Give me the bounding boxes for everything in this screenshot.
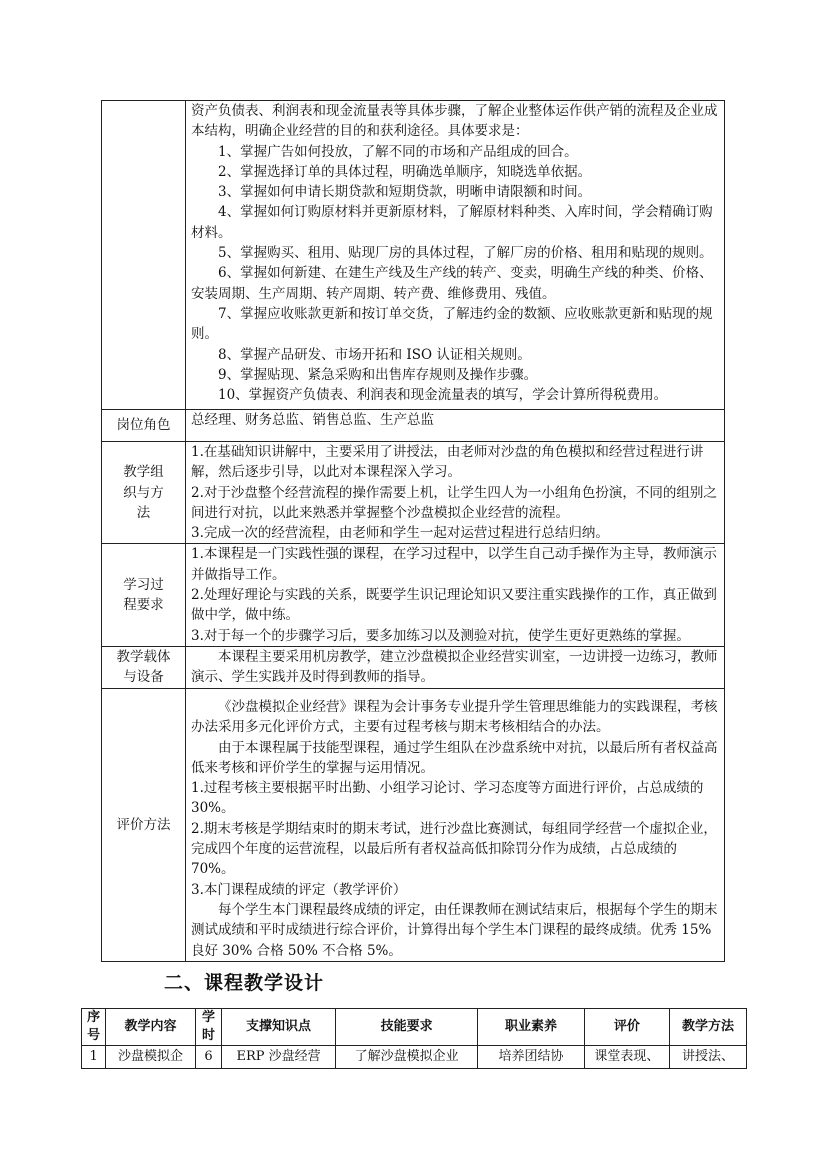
table-cell: 6 (195, 1046, 221, 1069)
header-cell: 教学内容 (106, 1009, 196, 1046)
table-cell: 课堂表现、 (584, 1046, 669, 1069)
evaluation-paragraph: 由于本课程属于技能型课程，通过学生组队在沙盘系统中对抗，以最后所有者权益高低来考核和评价学生的掌握与运用情况。 (191, 739, 718, 776)
design-table (81, 1008, 747, 1069)
requirement-item: 5、掌握购买、租用、贴现厂房的具体过程，了解厂房的价格、租用和贴现的规则。 (218, 245, 713, 262)
evaluation-text (186, 688, 725, 961)
table-cell: 讲授法、 (670, 1046, 747, 1069)
header-cell: 技能要求 (335, 1009, 477, 1046)
requirement-item: 4、掌握如何订购原材料并更新原材料，了解原材料种类、入库时间，学会精确订购材料。 (191, 204, 713, 241)
teaching-row (102, 442, 725, 544)
evaluation-item: 3.本门课程成绩的评定（教学评价） (191, 881, 407, 898)
continued-content-row (102, 101, 725, 410)
design-header-row (82, 1009, 747, 1046)
role-label: 岗位角色 (102, 410, 186, 442)
learning-text (186, 544, 725, 646)
continued-label-cell (102, 101, 186, 410)
evaluation-item: 1.过程考核主要根据平时出勤、小组学习论讨、学习态度等方面进行评价，占总成绩的 30%。 (191, 780, 704, 817)
table-cell: 1 (82, 1046, 106, 1069)
table-cell: ERP 沙盘经营 (222, 1046, 336, 1069)
course-info-table (101, 100, 725, 962)
learning-row (102, 544, 725, 646)
role-row (102, 410, 725, 442)
requirement-item: 1、掌握广告如何投放，了解不同的市场和产品组成的回合。 (218, 143, 578, 160)
evaluation-row (102, 688, 725, 961)
intro-paragraph: 资产负债表、利润表和现金流量表等具体步骤，了解企业整体运作供产销的流程及企业成本结构，明确企业经营的目的和获利途径。具体要求是： (191, 103, 718, 140)
carrier-label: 教学载体与设备 (102, 646, 186, 688)
table-cell: 沙盘模拟企 (106, 1046, 196, 1069)
carrier-row (102, 646, 725, 688)
requirement-item: 8、掌握产品研发、市场开拓和 ISO 认证相关规则。 (218, 346, 531, 363)
evaluation-item: 2.期末考核是学期结束时的期末考试，进行沙盘比赛测试，每组同学经营一个虚拟企业，完成四个年度的运营流程，以最后所有者权益高低扣除罚分作为成绩，占总成绩的 70%。 (191, 820, 717, 878)
requirement-item: 9、掌握贴现、紧急采购和出售库存规则及操作步骤。 (218, 366, 538, 383)
header-cell: 教学方法 (670, 1009, 747, 1046)
requirement-item: 10、掌握资产负债表、利润表和现金流量表的填写，学会计算所得税费用。 (218, 387, 668, 404)
carrier-text: 本课程主要采用机房教学，建立沙盘模拟企业经营实训室，一边讲授一边练习，教师演示、学生实践并及时得到教师的指导。 (186, 646, 725, 688)
teaching-label: 教学组织与方法 (102, 442, 186, 544)
learning-item: 3.对于每一个的步骤学习后，要多加练习以及测验对抗，使学生更好更熟练的掌握。 (191, 627, 690, 644)
requirement-item: 3、掌握如何申请长期贷款和短期贷款，明晰申请限额和时间。 (218, 184, 592, 201)
header-cell: 评价 (584, 1009, 669, 1046)
teaching-item: 3.完成一次的经营流程，由老师和学生一起对运营过程进行总结归纳。 (191, 525, 609, 542)
table-cell: 培养团结协 (478, 1046, 584, 1069)
header-cell: 职业素养 (478, 1009, 584, 1046)
teaching-item: 2.对于沙盘整个经营流程的操作需要上机，让学生四人为一小组角色扮演，不同的组别之间进行对抗，以此来熟悉并掌握整个沙盘模拟企业经营的流程。 (191, 484, 717, 521)
requirement-item: 7、掌握应收账款更新和按订单交货，了解违约金的数额、应收账款更新和贴现的规则。 (191, 305, 713, 343)
learning-item: 1.本课程是一门实践性强的课程，在学习过程中，以学生自己动手操作为主导，教师演示并做指导工作。 (191, 546, 717, 583)
header-cell: 学时 (195, 1009, 221, 1046)
evaluation-paragraph: 每个学生本门课程最终成绩的评定，由任课教师在测试结束后，根据每个学生的期末测试成绩和平时成绩进行综合评价，计算得出每个学生本门课程的最终成绩。优秀 15% 良好 30% 合格 50% 不合格 5%。 (191, 901, 718, 959)
continued-content-cell (186, 101, 725, 410)
role-text: 总经理、财务总监、销售总监、生产总监 (186, 410, 725, 442)
header-cell: 支撑知识点 (222, 1009, 336, 1046)
table-cell: 了解沙盘模拟企业 (335, 1046, 477, 1069)
section-title: 二、课程教学设计 (164, 972, 325, 994)
teaching-item: 1.在基础知识讲解中，主要采用了讲授法，由老师对沙盘的角色模拟和经营过程进行讲解，然后逐步引导，以此对本课程深入学习。 (191, 444, 704, 481)
requirement-item: 6、掌握如何新建、在建生产线及生产线的转产、变卖，明确生产线的种类、价格、安装周期、生产周期、转产周期、转产费、维修费用、残值。 (191, 265, 713, 302)
header-cell: 序号 (82, 1009, 106, 1046)
evaluation-paragraph: 《沙盘模拟企业经营》课程为会计事务专业提升学生管理思维能力的实践课程，考核办法采用多元化评价方式，主要有过程考核与期末考核相结合的办法。 (191, 698, 718, 736)
evaluation-label: 评价方法 (102, 688, 186, 961)
table-row (82, 1046, 747, 1069)
teaching-text (186, 442, 725, 544)
learning-item: 2.处理好理论与实践的关系，既要学生识记理论知识又要注重实践操作的工作，真正做到做中学，做中练。 (191, 587, 717, 624)
requirement-item: 2、掌握选择订单的具体过程，明确选单顺序，知晓选单依据。 (218, 163, 592, 180)
learning-label: 学习过程要求 (102, 544, 186, 646)
